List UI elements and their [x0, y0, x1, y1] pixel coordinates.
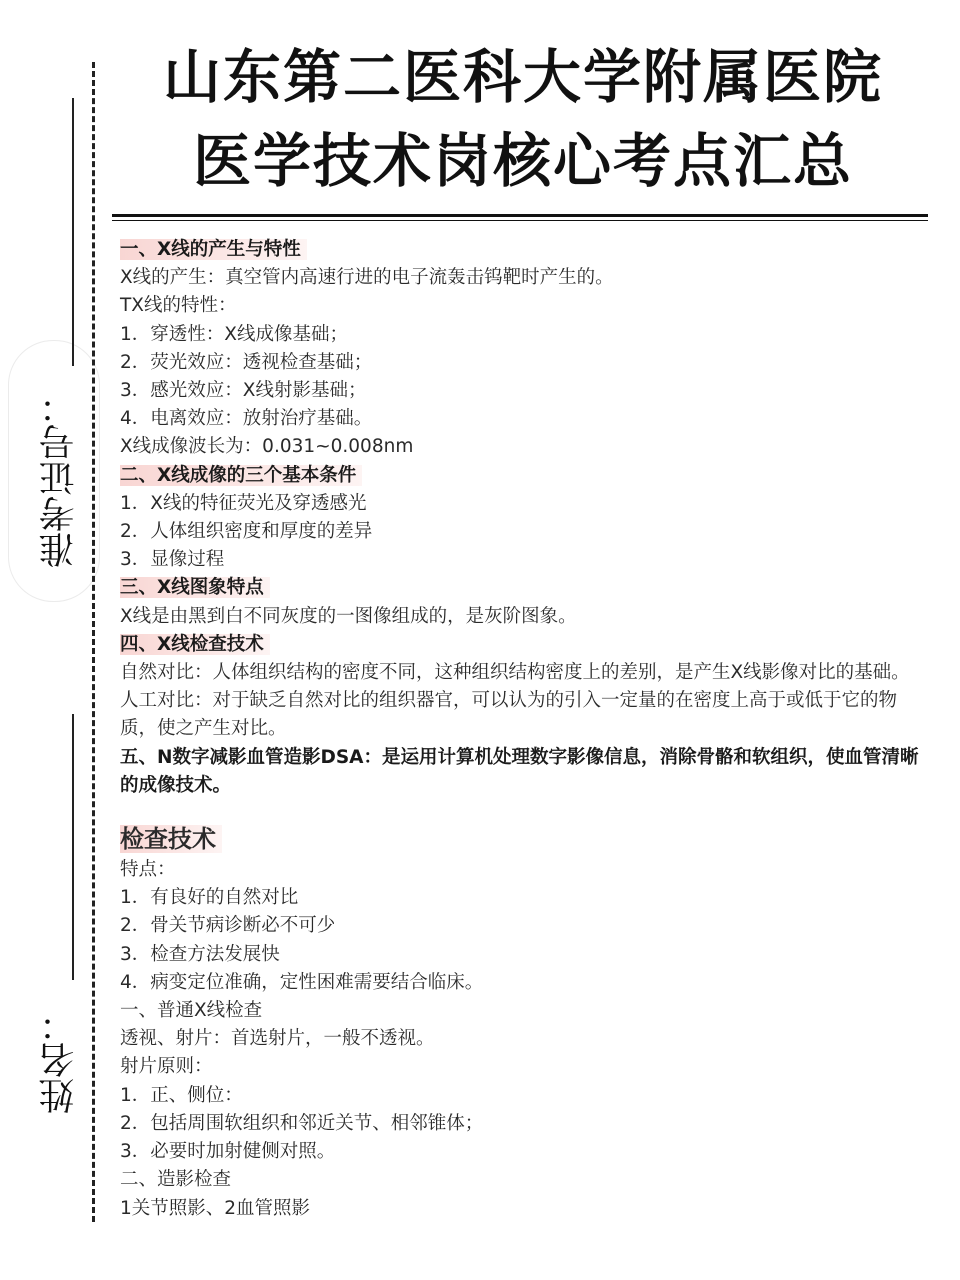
paragraph: 人工对比：对于缺乏自然对比的组织器官，可以认为的引入一定量的在密度上高于或低于它的物质，使之产生对比。: [120, 690, 898, 740]
text-line: TX线的特性：: [120, 295, 237, 317]
list-item: 2．人体组织密度和厚度的差异: [120, 521, 373, 543]
section-heading: [120, 236, 925, 264]
text-line: 射片原则：: [120, 1056, 213, 1078]
title-divider-thin: [112, 220, 928, 221]
heading-highlight: 二、X线成像的三个基本条件: [120, 465, 362, 486]
section-heading-large: [120, 822, 925, 856]
title-divider-thick: [112, 214, 928, 217]
page-title-line-1: 山东第二医科大学附属医院: [162, 43, 883, 111]
heading-highlight: 三、X线图象特点: [120, 577, 270, 598]
list-item: 2．骨关节病诊断必不可少: [120, 915, 336, 937]
name-label: 姓名：: [39, 1006, 80, 1114]
list-item: 1．穿透性：X线成像基础；: [120, 323, 348, 345]
exam-id-label: 准考证号：: [39, 388, 80, 568]
text-line: X线的产生：真空管内高速行进的电子流轰击钨靶时产生的。: [120, 267, 614, 289]
list-item: 4．病变定位准确，定性困难需要结合临床。: [120, 971, 484, 993]
text-line: 一、普通X线检查: [120, 1000, 263, 1022]
exam-id-write-line: [72, 98, 74, 366]
text-line: X线是由黑到白不同灰度的一图像组成的，是灰阶图象。: [120, 605, 577, 627]
section-heading: [120, 574, 925, 602]
text-line: 二、造影检查: [120, 1169, 232, 1191]
text-line: 1关节照影、2血管照影: [120, 1197, 311, 1219]
name-write-line: [72, 714, 74, 980]
list-item: 4．电离效应：放射治疗基础。: [120, 408, 373, 430]
list-item: 2．包括周围软组织和邻近关节、相邻锥体；: [120, 1112, 484, 1134]
text-line: 特点：: [120, 859, 176, 881]
paragraph: 自然对比：人体组织结构的密度不同，这种组织结构密度上的差别，是产生X线影像对比的基础。: [120, 662, 910, 684]
section-paragraph-bold: 五、N数字减影血管造影DSA：是运用计算机处理数字影像信息，消除骨骼和软组织，使血管清晰的成像技术。: [120, 746, 919, 796]
list-item: 1．X线的特征荧光及穿透感光: [120, 492, 367, 514]
notes-content: [120, 236, 925, 1223]
heading-highlight: 一、X线的产生与特性: [120, 239, 307, 260]
page-title-line-2: 医学技术岗核心考点汇总: [192, 127, 853, 195]
section-heading: [120, 631, 925, 659]
list-item: 3．感光效应：X线射影基础；: [120, 380, 367, 402]
list-item: 2．荧光效应：透视检查基础；: [120, 351, 373, 373]
list-item: 3．显像过程: [120, 549, 225, 571]
heading-highlight: 检查技术: [120, 825, 222, 853]
text-line: X线成像波长为：0.031~0.008nm: [120, 436, 414, 458]
list-item: 3．检查方法发展快: [120, 943, 280, 965]
text-line: 透视、射片：首选射片，一般不透视。: [120, 1028, 435, 1050]
heading-highlight: 四、X线检查技术: [120, 634, 270, 655]
list-item: 1．有良好的自然对比: [120, 887, 299, 909]
spacer: [120, 800, 925, 822]
list-item: 1．正、侧位：: [120, 1084, 243, 1106]
section-heading: [120, 462, 925, 490]
cut-line-dashed: [92, 62, 95, 1222]
list-item: 3．必要时加射健侧对照。: [120, 1141, 336, 1163]
